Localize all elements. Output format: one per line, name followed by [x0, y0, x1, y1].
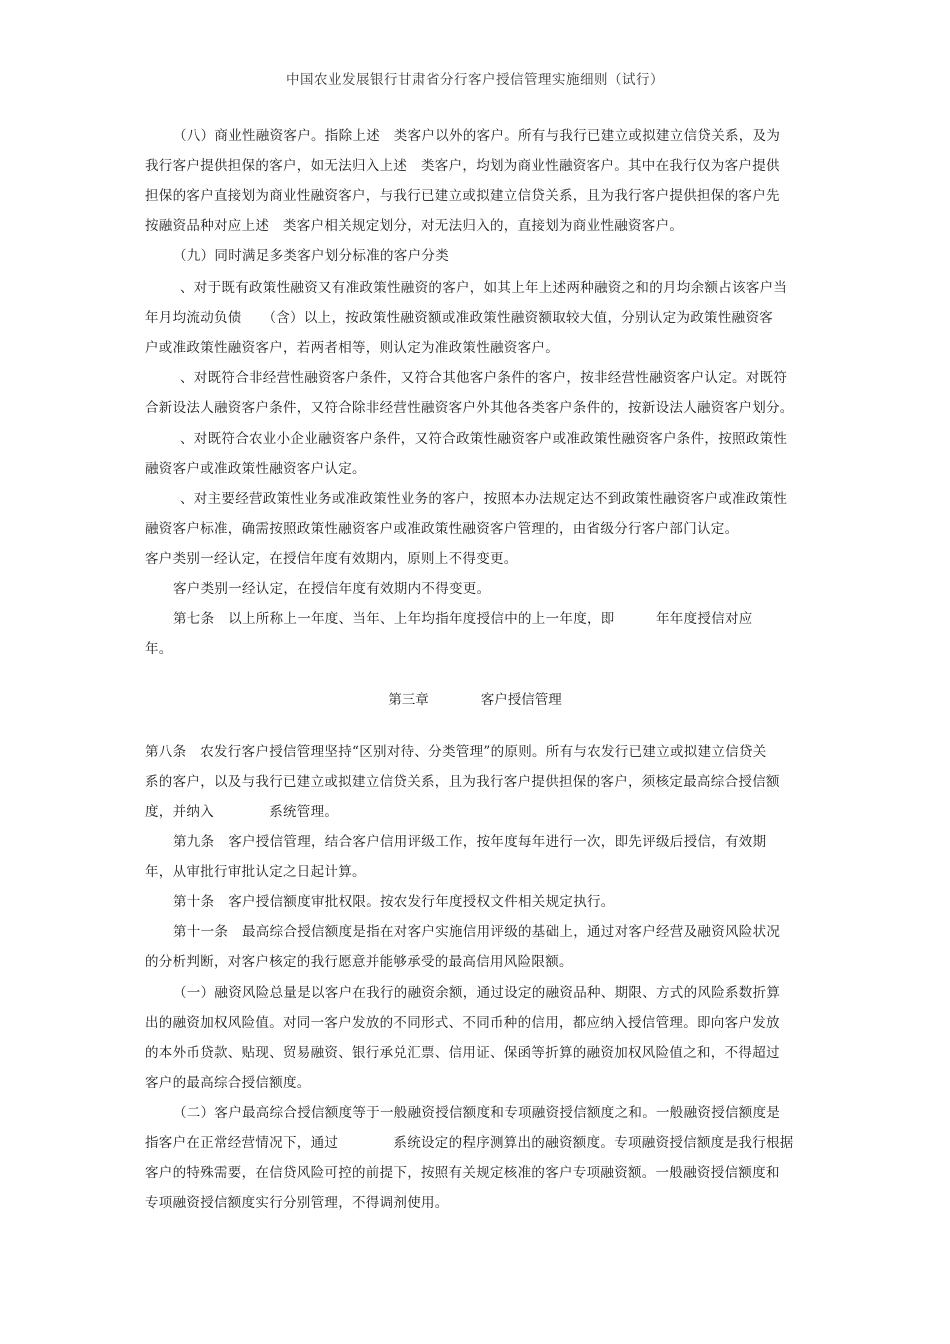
- section-heading: （九）同时满足多类客户划分标准的客户分类: [173, 248, 449, 264]
- article-line: 第八条 农发行客户授信管理坚持“区别对待、分类管理”的原则。所有与农发行已建立或拟建立信贷关: [145, 744, 767, 760]
- page-header: 中国农业发展银行甘肃省分行客户授信管理实施细则（试行）: [286, 72, 664, 88]
- paragraph-line: 年，从审批行审批认定之日起计算。: [145, 864, 366, 880]
- paragraph-line: （八）商业性融资客户。指除上述 类客户以外的客户。所有与我行已建立或拟建立信贷关系，及为: [173, 128, 781, 144]
- paragraph-line: 融资客户标准，确需按照政策性融资客户或准政策性融资客户管理的，由省级分行客户部门认定。: [145, 521, 739, 537]
- paragraph-line: 客户的最高综合授信额度。: [145, 1075, 311, 1091]
- chapter-number: 第三章: [388, 692, 429, 708]
- paragraph-line: 的分析判断，对客户核定的我行愿意并能够承受的最高信用风险限额。: [145, 954, 573, 970]
- paragraph-line: 、对既符合农业小企业融资客户条件，又符合政策性融资客户或准政策性融资客户条件，按照政策性: [180, 431, 788, 447]
- paragraph-line: 出的融资加权风险值。对同一客户发放的不同形式、不同币种的信用，都应纳入授信管理。即向客户发放: [145, 1015, 780, 1031]
- paragraph-line: 我行客户提供担保的客户，如无法归入上述 类客户，均划为商业性融资客户。其中在我行仅为客户提供: [145, 158, 780, 174]
- paragraph-line: 、对既符合非经营性融资客户条件，又符合其他客户条件的客户，按非经营性融资客户认定。对既符: [180, 370, 788, 386]
- paragraph-line: 客户类别一经认定，在授信年度有效期内不得变更。: [173, 581, 491, 597]
- paragraph-line: （二）客户最高综合授信额度等于一般融资授信额度和专项融资授信额度之和。一般融资授信额度是: [173, 1105, 781, 1121]
- paragraph-line: 按融资品种对应上述 类客户相关规定划分，对无法归入的，直接划为商业性融资客户。: [145, 218, 684, 234]
- article-line: 第十条 客户授信额度审批权限。按农发行年度授权文件相关规定执行。: [173, 894, 615, 910]
- article-line: 第十一条 最高综合授信额度是指在对客户实施信用评级的基础上，通过对客户经营及融资风险状况: [173, 924, 781, 940]
- paragraph-line: 客户的特殊需要，在信贷风险可控的前提下，按照有关规定核准的客户专项融资额。一般融资授信额度和: [145, 1165, 780, 1181]
- paragraph-line: 专项融资授信额度实行分别管理，不得调剂使用。: [145, 1195, 449, 1211]
- paragraph-line: 合新设法人融资客户条件，又符合除非经营性融资客户外其他各类客户条件的，按新设法人融资客户划分。: [145, 400, 794, 416]
- chapter-heading: [0, 690, 950, 710]
- paragraph-line: 指客户在正常经营情况下，通过 系统设定的程序测算出的融资额度。专项融资授信额度是我行根据: [145, 1135, 794, 1151]
- paragraph-line: 的本外币贷款、贴现、贸易融资、银行承兑汇票、信用证、保函等折算的融资加权风险值之和，不得超过: [145, 1045, 780, 1061]
- paragraph-line: 系的客户，以及与我行已建立或拟建立信贷关系，且为我行客户提供担保的客户，须核定最高综合授信额: [145, 774, 780, 790]
- article-line: 第七条 以上所称上一年度、当年、上年均指年度授信中的上一年度，即 年年度授信对应: [173, 611, 753, 627]
- article-line: 第九条 客户授信管理，结合客户信用评级工作，按年度每年进行一次，即先评级后授信，有效期: [173, 834, 767, 850]
- article-line: 年。: [145, 641, 173, 657]
- paragraph-line: 、对于既有政策性融资又有准政策性融资的客户，如其上年上述两种融资之和的月均余额占该客户当: [180, 280, 788, 296]
- paragraph-line: 担保的客户直接划为商业性融资客户，与我行已建立或拟建立信贷关系，且为我行客户提供担保的客户先: [145, 188, 780, 204]
- paragraph-line: 、对主要经营政策性业务或准政策性业务的客户，按照本办法规定达不到政策性融资客户或准政策性: [180, 491, 788, 507]
- paragraph-line: 户或准政策性融资客户，若两者相等，则认定为准政策性融资客户。: [145, 340, 559, 356]
- paragraph-line: 客户类别一经认定，在授信年度有效期内，原则上不得变更。: [145, 551, 518, 567]
- paragraph-line: 度，并纳入 系统管理。: [145, 804, 339, 820]
- paragraph-line: （一）融资风险总量是以客户在我行的融资余额，通过设定的融资品种、期限、方式的风险系数折算: [173, 985, 781, 1001]
- paragraph-line: 年月均流动负债 （含）以上，按政策性融资额或准政策性融资额取较大值，分别认定为政策性融资客: [145, 310, 774, 326]
- paragraph-line: 融资客户或准政策性融资客户认定。: [145, 461, 366, 477]
- chapter-title: 客户授信管理: [480, 692, 562, 708]
